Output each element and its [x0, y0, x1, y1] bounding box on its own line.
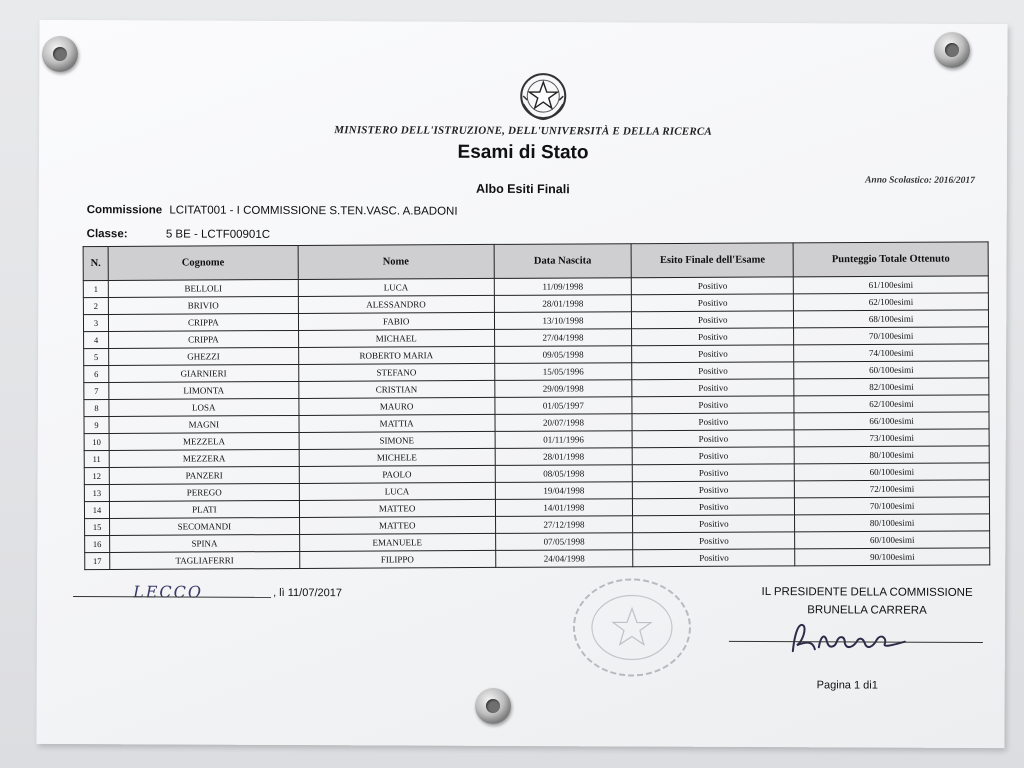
row-number: 17	[85, 552, 110, 569]
row-name: MATTEO	[299, 499, 495, 517]
official-stamp-icon	[567, 574, 697, 681]
results-table	[83, 241, 991, 570]
row-name: STEFANO	[298, 363, 494, 381]
row-outcome: Positivo	[632, 362, 794, 380]
row-birth-date: 24/04/1998	[495, 550, 633, 568]
row-surname: GHEZZI	[109, 347, 299, 365]
row-name: MATTIA	[299, 414, 495, 432]
row-score: 62/100esimi	[794, 395, 989, 413]
row-birth-date: 28/01/1998	[495, 448, 633, 466]
row-surname: CRIPPA	[109, 330, 299, 348]
row-outcome: Positivo	[633, 498, 795, 516]
table-header-row	[83, 242, 988, 281]
row-name: FILIPPO	[299, 550, 495, 568]
row-name: MICHAEL	[298, 329, 494, 347]
header-final-outcome: Esito Finale dell'Esame	[631, 243, 793, 278]
row-score: 82/100esimi	[794, 378, 989, 396]
page-title: Esami di Stato	[457, 141, 589, 164]
row-number: 10	[84, 433, 109, 450]
row-outcome: Positivo	[633, 549, 795, 567]
document-sheet	[36, 20, 1007, 748]
row-surname: MAGNI	[109, 415, 299, 433]
row-outcome: Positivo	[632, 277, 794, 295]
row-score: 66/100esimi	[794, 412, 989, 430]
row-name: ROBERTO MARIA	[298, 346, 494, 364]
row-birth-date: 27/12/1998	[495, 516, 633, 534]
row-outcome: Positivo	[632, 294, 794, 312]
class-value: 5 BE - LCTF00901C	[165, 228, 271, 241]
row-surname: BELLOLI	[108, 279, 298, 297]
metal-grommet-icon	[934, 32, 970, 68]
row-birth-date: 09/05/1998	[494, 346, 632, 364]
commission-label: Commissione	[86, 204, 163, 217]
row-score: 90/100esimi	[795, 548, 990, 566]
row-name: SIMONE	[299, 431, 495, 449]
row-number: 2	[83, 297, 108, 314]
header-name: Nome	[298, 244, 494, 279]
metal-grommet-icon	[475, 688, 511, 724]
row-outcome: Positivo	[632, 413, 794, 431]
row-score: 74/100esimi	[794, 344, 989, 362]
row-score: 70/100esimi	[794, 327, 989, 345]
row-outcome: Positivo	[633, 464, 795, 482]
row-score: 72/100esimi	[795, 480, 990, 498]
row-birth-date: 19/04/1998	[495, 482, 633, 500]
row-number: 5	[84, 348, 109, 365]
row-birth-date: 11/09/1998	[494, 278, 632, 296]
row-score: 70/100esimi	[795, 497, 990, 515]
row-birth-date: 28/01/1998	[494, 295, 632, 313]
row-surname: MEZZELA	[109, 432, 299, 450]
row-surname: MEZZERA	[109, 449, 299, 467]
row-birth-date: 29/09/1998	[494, 380, 632, 398]
row-outcome: Positivo	[633, 515, 795, 533]
row-number: 14	[84, 501, 109, 518]
row-surname: SECOMANDI	[109, 517, 299, 535]
president-title: IL PRESIDENTE DELLA COMMISSIONE	[761, 586, 973, 599]
row-outcome: Positivo	[632, 379, 794, 397]
row-number: 6	[84, 365, 109, 382]
row-surname: GIARNIERI	[109, 364, 299, 382]
row-number: 4	[84, 331, 109, 348]
row-name: MAURO	[299, 397, 495, 415]
row-number: 9	[84, 416, 109, 433]
row-score: 60/100esimi	[795, 531, 990, 549]
row-birth-date: 08/05/1998	[495, 465, 633, 483]
row-surname: CRIPPA	[108, 313, 298, 331]
row-name: FABIO	[298, 312, 494, 330]
row-number: 12	[84, 467, 109, 484]
row-number: 15	[85, 518, 110, 535]
row-outcome: Positivo	[633, 447, 795, 465]
row-surname: SPINA	[110, 534, 300, 552]
row-birth-date: 01/05/1997	[494, 397, 632, 415]
row-name: CRISTIAN	[299, 380, 495, 398]
row-surname: BRIVIO	[108, 296, 298, 314]
row-outcome: Positivo	[632, 328, 794, 346]
class-label: Classe:	[86, 228, 128, 241]
row-name: PAOLO	[299, 465, 495, 483]
header-number: N.	[83, 246, 108, 280]
president-name: BRUNELLA CARRERA	[807, 604, 927, 617]
row-surname: LIMONTA	[109, 381, 299, 399]
row-birth-date: 13/10/1998	[494, 312, 632, 330]
row-surname: PANZERI	[109, 466, 299, 484]
commission-value: LCITAT001 - I COMMISSIONE S.TEN.VASC. A.BADONI	[169, 204, 458, 218]
row-surname: LOSA	[109, 398, 299, 416]
metal-grommet-icon	[42, 36, 78, 72]
row-name: EMANUELE	[299, 533, 495, 551]
row-outcome: Positivo	[632, 430, 794, 448]
header-surname: Cognome	[108, 245, 298, 280]
row-outcome: Positivo	[633, 481, 795, 499]
row-outcome: Positivo	[632, 311, 794, 329]
row-number: 13	[84, 484, 109, 501]
row-number: 7	[84, 382, 109, 399]
row-outcome: Positivo	[632, 396, 794, 414]
row-number: 3	[83, 314, 108, 331]
issue-date: , lì 11/07/2017	[273, 586, 343, 600]
row-outcome: Positivo	[632, 345, 794, 363]
handwritten-place: LECCO	[133, 582, 204, 602]
row-score: 73/100esimi	[794, 429, 989, 447]
row-score: 80/100esimi	[795, 514, 990, 532]
document-subtitle: Albo Esiti Finali	[475, 181, 570, 197]
row-birth-date: 01/11/1996	[495, 431, 633, 449]
president-signature	[785, 611, 925, 662]
ministry-heading: MINISTERO DELL'ISTRUZIONE, DELL'UNIVERSITÀ E DELLA RICERCA	[334, 124, 713, 138]
row-score: 61/100esimi	[793, 276, 988, 294]
row-score: 62/100esimi	[794, 293, 989, 311]
italian-republic-emblem-icon	[517, 70, 569, 122]
row-name: LUCA	[299, 482, 495, 500]
row-birth-date: 15/05/1996	[494, 363, 632, 381]
row-score: 68/100esimi	[794, 310, 989, 328]
row-number: 1	[83, 280, 108, 297]
class-line	[87, 228, 270, 241]
row-birth-date: 07/05/1998	[495, 533, 633, 551]
commission-line	[87, 204, 458, 218]
page-number: Pagina 1 di1	[816, 679, 878, 692]
header-total-score: Punteggio Totale Ottenuto	[793, 242, 988, 277]
row-score: 60/100esimi	[794, 463, 989, 481]
row-birth-date: 20/07/1998	[495, 414, 633, 432]
row-score: 60/100esimi	[794, 361, 989, 379]
school-year: Anno Scolastico: 2016/2017	[865, 175, 975, 186]
row-surname: TAGLIAFERRI	[110, 551, 300, 569]
header-birth-date: Data Nascita	[494, 244, 632, 279]
row-name: LUCA	[298, 278, 494, 296]
row-name: ALESSANDRO	[298, 295, 494, 313]
row-surname: PLATI	[109, 500, 299, 518]
row-name: MICHELE	[299, 448, 495, 466]
row-number: 16	[85, 535, 110, 552]
row-name: MATTEO	[299, 516, 495, 534]
row-outcome: Positivo	[633, 532, 795, 550]
row-number: 8	[84, 399, 109, 416]
row-birth-date: 27/04/1998	[494, 329, 632, 347]
row-surname: PEREGO	[109, 483, 299, 501]
table-row	[85, 548, 990, 570]
row-score: 80/100esimi	[794, 446, 989, 464]
row-birth-date: 14/01/1998	[495, 499, 633, 517]
row-number: 11	[84, 450, 109, 467]
